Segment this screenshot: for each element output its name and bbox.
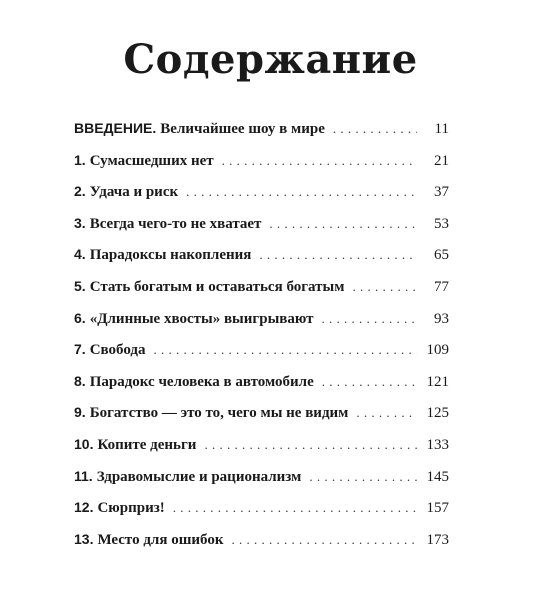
dot-leader: [333, 121, 417, 137]
toc-entry-12[interactable]: [74, 499, 449, 531]
toc-entry-title: Стать богатым и оставаться богатым: [89, 278, 345, 295]
toc-entry-title: Сумасшедших нет: [89, 152, 214, 169]
toc-entry-page: 173: [426, 531, 449, 548]
toc-entry-number: 11.: [74, 467, 93, 484]
dot-leader: [231, 532, 417, 548]
toc-entry-title: Свобода: [89, 342, 146, 359]
dot-leader: [322, 311, 417, 327]
toc-entry-number: 2.: [74, 183, 86, 200]
dot-leader: [269, 216, 417, 232]
toc-entry-number: 6.: [74, 309, 86, 326]
toc-entry-page: 65: [434, 247, 449, 264]
toc-entry-page: 133: [426, 436, 449, 453]
toc-entry-8[interactable]: [74, 373, 449, 405]
toc-entry-intro[interactable]: [74, 120, 449, 152]
toc-entry-number: ВВЕДЕНИЕ.: [74, 120, 157, 136]
toc-entry-number: 5.: [74, 277, 86, 294]
dot-leader: [352, 279, 417, 295]
toc-entry-page: 21: [434, 152, 449, 169]
toc-entry-page: 109: [426, 342, 449, 359]
toc-entry-number: 3.: [74, 214, 86, 231]
toc-entry-page: 77: [434, 278, 449, 295]
toc-entry-title: Парадоксы накопления: [89, 247, 252, 264]
toc-entry-page: 93: [434, 310, 449, 327]
toc-entry-5[interactable]: [74, 278, 449, 310]
dot-leader: [259, 247, 417, 263]
toc-entry-page: 157: [426, 500, 449, 517]
toc-entry-title: Место для ошибок: [97, 531, 224, 548]
toc-entry-number: 10.: [74, 435, 94, 452]
toc-entry-page: 53: [434, 215, 449, 232]
dot-leader: [356, 405, 417, 421]
toc-entry-13[interactable]: [74, 531, 449, 563]
dot-leader: [322, 374, 417, 390]
toc-entry-page: 121: [426, 373, 449, 390]
page-title: Содержание: [123, 36, 418, 83]
toc-entry-title: Величайшее шоу в мире: [160, 121, 325, 137]
toc-entry-6[interactable]: [74, 310, 449, 342]
toc-entry-4[interactable]: [74, 246, 449, 278]
toc-entry-page: 11: [434, 121, 449, 137]
toc-entry-title: Всегда чего-то не хватает: [89, 215, 262, 232]
toc-entry-page: 125: [426, 405, 449, 422]
toc-entry-1[interactable]: [74, 152, 449, 184]
dot-leader: [222, 153, 417, 169]
toc-entry-number: 9.: [74, 404, 86, 421]
toc-entry-number: 1.: [74, 151, 86, 168]
dot-leader: [204, 437, 417, 453]
dot-leader: [186, 184, 417, 200]
toc-entry-number: 7.: [74, 341, 86, 358]
toc-entry-title: Богатство — это то, чего мы не видим: [89, 405, 349, 422]
toc-entry-2[interactable]: [74, 183, 449, 215]
toc-entry-7[interactable]: [74, 341, 449, 373]
toc-entry-title: Здравомыслие и рационализм: [96, 468, 302, 485]
toc-entry-number: 12.: [74, 499, 94, 516]
toc-entry-title: «Длинные хвосты» выигрывают: [89, 310, 314, 327]
toc-entry-10[interactable]: [74, 436, 449, 468]
toc-entry-number: 4.: [74, 246, 86, 263]
toc-entry-title: Сюрприз!: [97, 500, 165, 517]
toc-entry-title: Удача и риск: [89, 184, 179, 201]
toc-entry-page: 37: [434, 184, 449, 201]
toc-entry-title: Парадокс человека в автомобиле: [89, 373, 314, 390]
dot-leader: [173, 500, 417, 516]
toc-entry-number: 8.: [74, 372, 86, 389]
toc-entry-page: 145: [426, 468, 449, 485]
toc-entry-9[interactable]: [74, 404, 449, 436]
table-of-contents: [74, 120, 449, 562]
toc-entry-number: 13.: [74, 530, 94, 547]
toc-entry-3[interactable]: [74, 215, 449, 247]
dot-leader: [153, 342, 417, 358]
dot-leader: [309, 469, 417, 485]
toc-entry-title: Копите деньги: [97, 436, 197, 453]
toc-entry-11[interactable]: [74, 468, 449, 500]
